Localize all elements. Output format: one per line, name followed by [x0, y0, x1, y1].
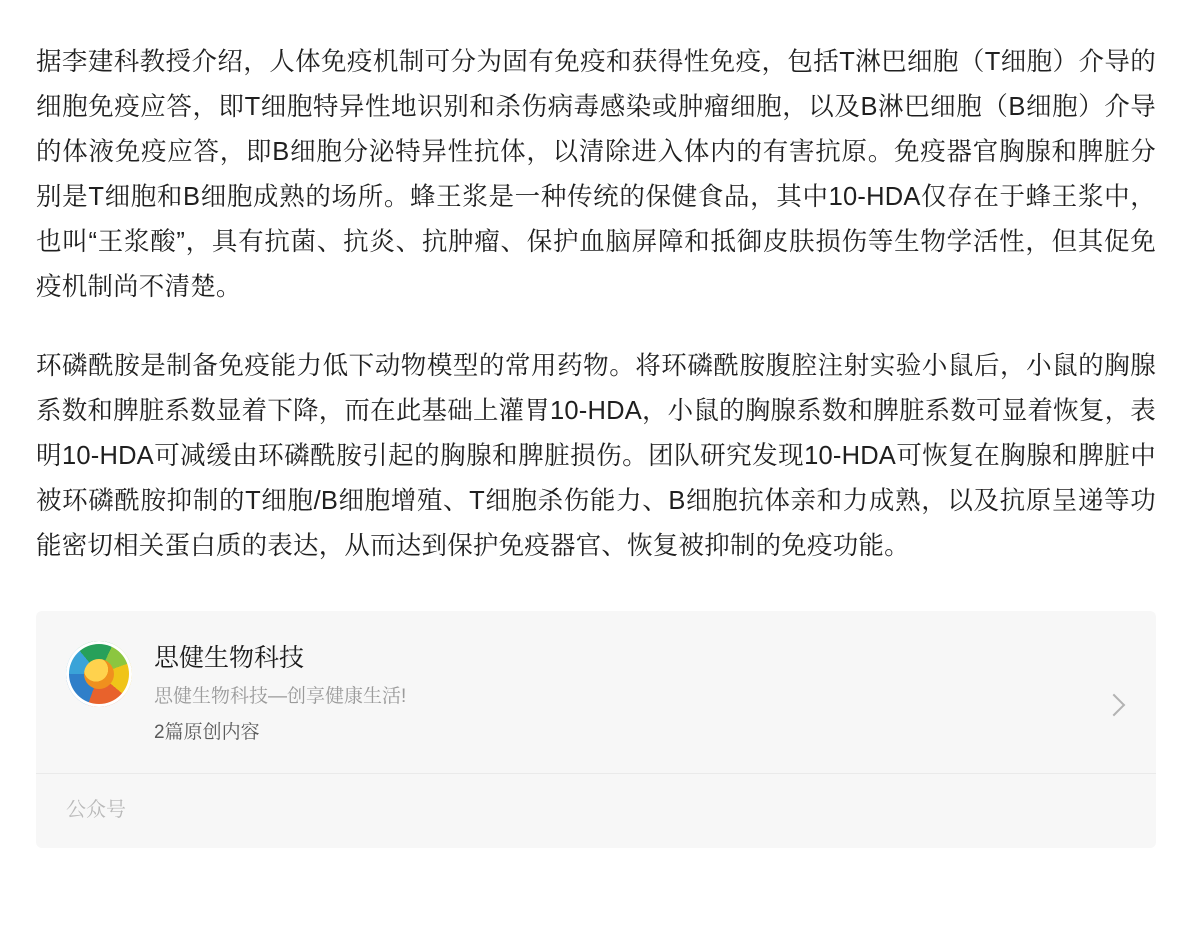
brand-logo-icon [66, 641, 132, 707]
official-account-footer-label: 公众号 [36, 773, 1156, 848]
official-account-card-body[interactable] [36, 611, 1156, 773]
official-account-description: 思健生物科技—创享健康生活! [154, 686, 407, 707]
article-body [36, 40, 1156, 569]
official-account-card[interactable] [36, 611, 1156, 848]
official-account-texts [154, 641, 1126, 747]
paragraph-2: 环磷酰胺是制备免疫能力低下动物模型的常用药物。将环磷酰胺腹腔注射实验小鼠后，小鼠的胸腺系数和脾脏系数显着下降，而在此基础上灌胃10-HDA，小鼠的胸腺系数和脾脏系数可显着恢复，表明10-HDA可减缓由环磷酰胺引起的胸腺和脾脏损伤。团队研究发现10-HDA可恢复在胸腺和脾脏中被环磷酰胺抑制的T细胞/B细胞增殖、T细胞杀伤能力、B细胞抗体亲和力成熟，以及抗原呈递等功能密切相关蛋白质的表达，从而达到保护免疫器官、恢复被抑制的免疫功能。 [36, 352, 1156, 560]
official-account-name: 思健生物科技 [154, 644, 305, 672]
paragraph-1: 据李建科教授介绍，人体免疫机制可分为固有免疫和获得性免疫，包括T淋巴细胞（T细胞）介导的细胞免疫应答，即T细胞特异性地识别和杀伤病毒感染或肿瘤细胞，以及B淋巴细胞（B细胞）介导的体液免疫应答，即B细胞分泌特异性抗体，以清除进入体内的有害抗原。免疫器官胸腺和脾脏分别是T细胞和B细胞成熟的场所。蜂王浆是一种传统的保健食品，其中10-HDA仅存在于蜂王浆中，也叫“王浆酸”，具有抗菌、抗炎、抗肿瘤、保护血脑屏障和抵御皮肤损伤等生物学活性，但其促免疫机制尚不清楚。 [36, 48, 1156, 301]
official-account-article-count: 2篇原创内容 [154, 722, 260, 743]
